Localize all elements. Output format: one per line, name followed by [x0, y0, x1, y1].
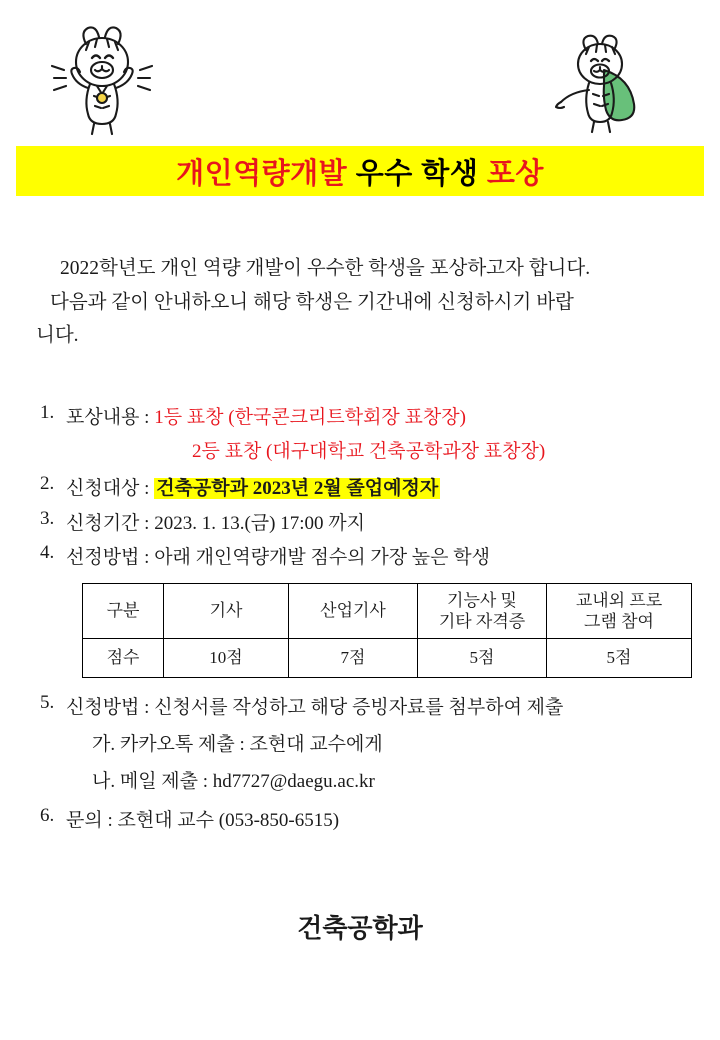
score-table: [82, 583, 692, 678]
table-cell-craftsman-score: 5점: [418, 639, 547, 678]
list-item-6-value: 조현대 교수 (053-850-6515): [117, 810, 340, 831]
list-item-2: [40, 473, 700, 500]
list-item-1: [40, 402, 700, 429]
list-item-2-value: 건축공학과 2023년 2월 졸업예정자: [156, 478, 439, 499]
list-item-4-value: 아래 개인역량개발 점수의 가장 높은 학생: [154, 547, 490, 568]
title-banner: [16, 146, 704, 196]
table-header-industrial-engineer: 산업기사: [289, 584, 418, 639]
list-item-3: [40, 508, 700, 535]
list-item-2-number: 2.: [40, 473, 55, 494]
list-item-3-value: 2023. 1. 13.(금) 17:00 까지: [154, 513, 365, 534]
table-header-program-line2: 그램 참여: [584, 612, 654, 631]
tiger-mascot-cheering-icon: [42, 18, 162, 136]
table-header-craftsman: [418, 584, 547, 639]
list-item-5: [40, 692, 700, 793]
list-item-3-number: 3.: [40, 508, 55, 529]
table-cell-industrial-engineer-score: 7점: [289, 639, 418, 678]
table-row: [83, 639, 692, 678]
table-header-row: [83, 584, 692, 639]
list-item-4-label: 선정방법 :: [66, 547, 155, 568]
list-item-4-number: 4.: [40, 542, 55, 563]
intro-line-2: 다음과 같이 안내하오니 해당 학생은 기간내에 신청하시기 바랍: [50, 291, 574, 313]
title-part-2: 우수 학생: [347, 157, 487, 190]
list-item-6-label: 문의 :: [66, 810, 118, 831]
page-title: [176, 151, 544, 192]
intro-line-3: 니다.: [36, 325, 79, 347]
table-row-label: 점수: [83, 639, 164, 678]
list-item-5-sub-a: 가. 카카오톡 제출 : 조현대 교수에게: [92, 734, 383, 755]
list-item-1-subvalue: 2등 표창 (대구대학교 건축공학과장 표창장): [192, 441, 546, 462]
list-item-6: [40, 805, 700, 832]
table-cell-engineer-score: 10점: [164, 639, 289, 678]
table-header-craftsman-line1: 기능사 및: [447, 590, 517, 610]
table-header-program-line1: 교내외 프로: [575, 590, 663, 610]
table-header-craftsman-line2: 기타 자격증: [438, 612, 526, 631]
intro-line-1: 2022학년도 개인 역량 개발이 우수한 학생을 포상하고자 합니다.: [60, 258, 591, 279]
list-item-1-number: 1.: [40, 402, 55, 423]
list-item-1-label: 포상내용 :: [66, 407, 155, 428]
table-cell-program-score: 5점: [547, 639, 692, 678]
title-part-1: 개인역량개발: [176, 157, 348, 190]
notice-list: [40, 402, 700, 839]
list-item-5-value: 신청서를 작성하고 해당 증빙자료를 첨부하여 제출: [154, 697, 564, 718]
list-item-6-number: 6.: [40, 805, 55, 826]
list-item-1-value: 1등 표창 (한국콘크리트학회장 표창장): [154, 407, 466, 428]
tiger-mascot-cape-icon: [542, 28, 660, 138]
list-item-3-label: 신청기간 :: [66, 513, 155, 534]
list-item-4: [40, 542, 700, 569]
list-item-5-label: 신청방법 :: [66, 697, 155, 718]
footer-department: 건축공학과: [297, 913, 423, 943]
intro-paragraph: [36, 252, 692, 353]
list-item-2-label: 신청대상 :: [66, 478, 155, 499]
table-header-category: 구분: [83, 584, 164, 639]
list-item-5-sub-b: 나. 메일 제출 : hd7727@daegu.ac.kr: [92, 771, 375, 792]
table-header-engineer: 기사: [164, 584, 289, 639]
title-part-3: 포상: [486, 157, 544, 190]
list-item-5-number: 5.: [40, 692, 55, 713]
table-header-program: [547, 584, 692, 639]
score-table-wrapper: [82, 583, 700, 678]
